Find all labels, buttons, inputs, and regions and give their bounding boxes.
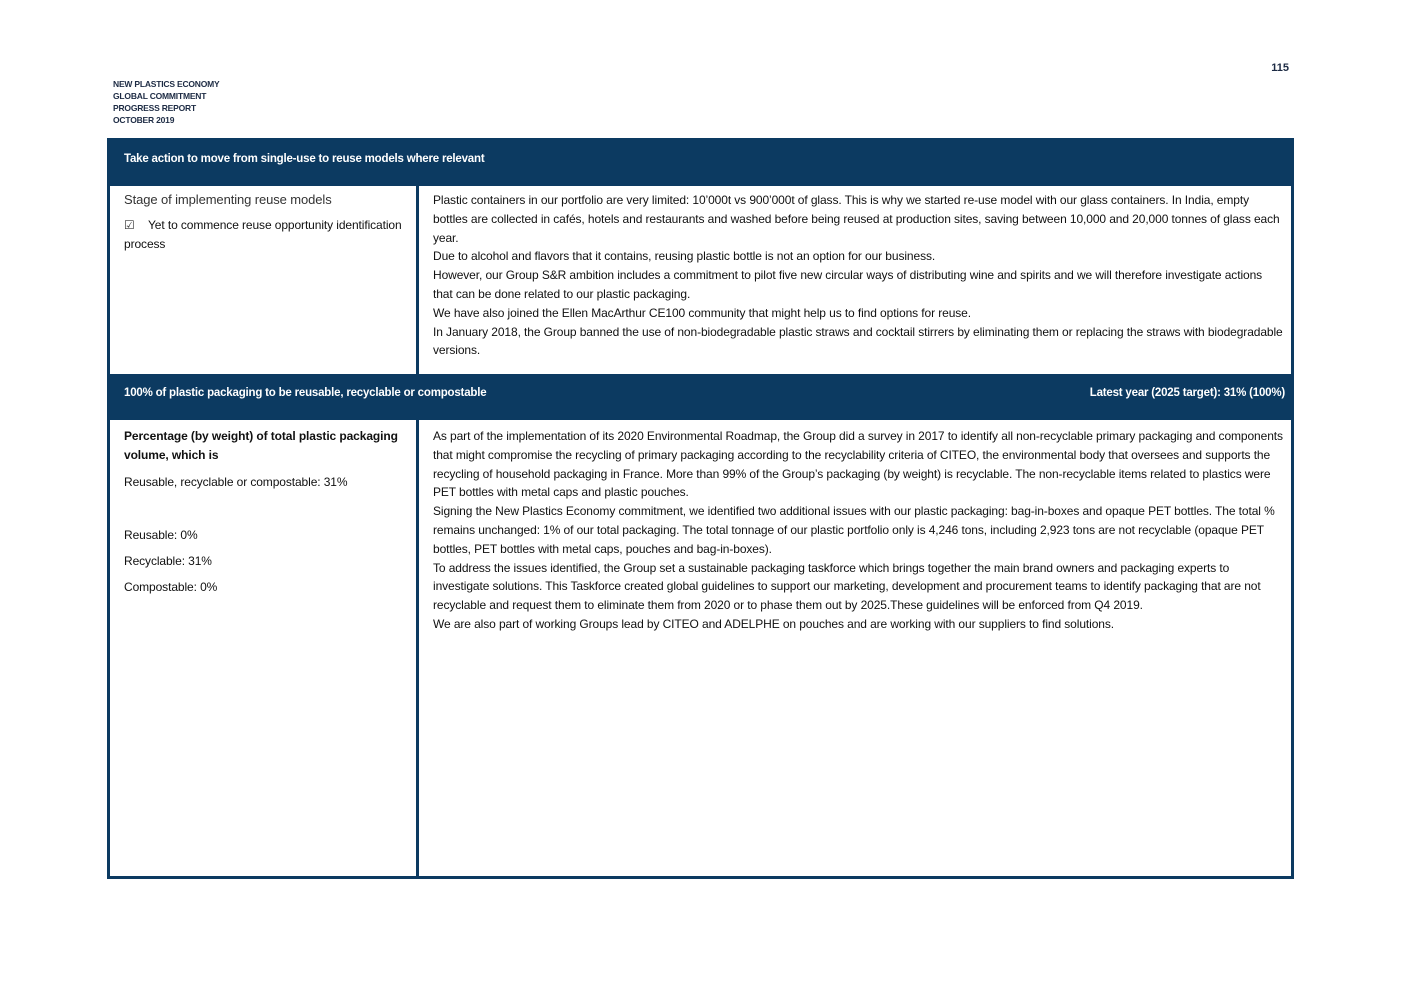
stage-status-text: Yet to commence reuse opportunity identification process — [124, 217, 402, 251]
reuse-description-cell — [433, 191, 1283, 360]
report-header — [113, 78, 220, 126]
section-header-recyclable — [110, 374, 1291, 420]
paragraph: Due to alcohol and flavors that it contains, reusing plastic bottle is not an option for our business. — [433, 249, 936, 264]
stage-title: Stage of implementing reuse models — [124, 192, 332, 207]
column-divider — [416, 186, 419, 374]
header-line: NEW PLASTICS ECONOMY — [113, 79, 220, 89]
compostable-percentage: Compostable: 0% — [124, 579, 218, 594]
recyclable-description-cell — [433, 427, 1283, 634]
reuse-stage-cell — [124, 191, 404, 253]
header-line: GLOBAL COMMITMENT — [113, 91, 207, 101]
header-line: PROGRESS REPORT — [113, 103, 196, 113]
latest-year-target: Latest year (2025 target): 31% (100%) — [1089, 387, 1285, 399]
stage-checkbox-line — [124, 216, 404, 254]
paragraph: As part of the implementation of its 2020 Environmental Roadmap, the Group did a survey in 2017 to identify all non-recyclable primary packaging and components that might compromise the recycling of primary packaging according to the recyclability criteria of CITEO, the environmental body that oversees and supports the recycling of household packaging in France. More than 99% of the Group’s packaging (by weight) is recyclable. The non-recyclable items related to plastics were PET bottles with metal caps and plastic pouches. — [433, 429, 1283, 500]
paragraph: Plastic containers in our portfolio are very limited: 10’000t vs 900’000t of glass. This is why we started re-use model with our glass containers. In India, empty bottles are collected in cafés, hotels and restaurants and washed before being reused at production sites, saving between 10,000 and 20,000 tonnes of glass each year. — [433, 193, 1280, 245]
paragraph: We are also part of working Groups lead by CITEO and ADELPHE on pouches and are working with our suppliers to find solutions. — [433, 616, 1114, 631]
paragraph: Signing the New Plastics Economy commitment, we identified two additional issues with our plastic packaging: bag-in-boxes and opaque PET bottles. The total % remains unchanged: 1% of our total packaging. The total tonnage of our plastic portfolio only is 4,246 tons, including 2,923 tons are not recyclable (opaque PET bottles, PET bottles with metal caps, pouches and bag-in-boxes). — [433, 504, 1275, 556]
combined-percentage: Reusable, recyclable or compostable: 31% — [124, 474, 348, 489]
section-title-reuse: Take action to move from single-use to reuse models where relevant — [124, 153, 485, 165]
section-title-recyclable: 100% of plastic packaging to be reusable, recyclable or compostable — [124, 387, 487, 399]
page-number: 115 — [1271, 62, 1289, 74]
column-divider — [416, 420, 419, 879]
header-line: OCTOBER 2019 — [113, 115, 175, 125]
paragraph: However, our Group S&R ambition includes a commitment to pilot five new circular ways of distributing wine and spirits and we will therefore investigate actions that can be done related to our plastic packaging. — [433, 268, 1263, 301]
section-header-reuse — [110, 141, 1291, 186]
commitment-table — [107, 138, 1294, 879]
paragraph: We have also joined the Ellen MacArthur CE100 community that might help us to find options for reuse. — [433, 305, 971, 320]
reusable-percentage: Reusable: 0% — [124, 528, 198, 543]
percentage-cell — [124, 427, 404, 597]
percentage-title: Percentage (by weight) of total plastic packaging volume, which is — [124, 429, 398, 462]
paragraph: To address the issues identified, the Group set a sustainable packaging taskforce which brings together the main brand owners and packaging experts to investigate solutions. This Taskforce created global guidelines to support our marketing, development and procurement teams to identify packaging that are not recyclable and request them to eliminate them from 2020 or to phase them out by 2025.These guidelines will be enforced from Q4 2019. — [433, 560, 1261, 613]
recyclable-percentage: Recyclable: 31% — [124, 554, 212, 569]
paragraph: In January 2018, the Group banned the use of non-biodegradable plastic straws and cocktail stirrers by eliminating them or replacing the straws with biodegradable versions. — [433, 324, 1283, 358]
checkbox-checked-icon: ☑ — [124, 217, 135, 232]
